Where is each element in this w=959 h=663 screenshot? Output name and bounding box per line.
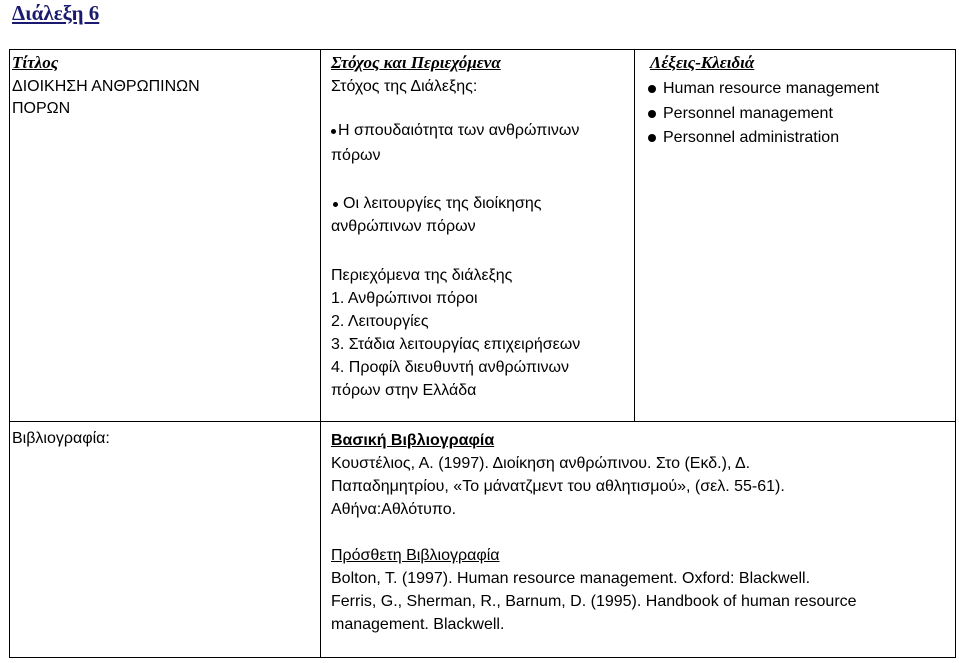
keyword-2: Personnel management xyxy=(663,105,833,122)
column-divider-right xyxy=(634,49,635,421)
extra-bibliography-line-3: management. Blackwell. xyxy=(331,616,505,633)
extra-bibliography-line-1: Bolton, T. (1997). Human resource management. Oxford: Blackwell. xyxy=(331,570,811,587)
contents-item-4: 4. Προφίλ διευθυντή ανθρώπινων xyxy=(331,359,569,376)
goal-bullet-2-line-2: ανθρώπινων πόρων xyxy=(331,218,476,235)
keyword-3: Personnel administration xyxy=(663,129,840,146)
header-goal-contents: Στόχος και Περιεχόμενα xyxy=(331,53,501,72)
lecture-title-line-2: ΠΟΡΩΝ xyxy=(12,100,71,117)
keyword-1-bullet xyxy=(648,85,656,93)
extra-bibliography-line-2: Ferris, G., Sherman, R., Barnum, D. (1995). Handbook of human resource xyxy=(331,593,857,610)
basic-bibliography-line-3: Αθήνα:Αθλότυπο. xyxy=(331,501,457,518)
contents-item-2: 2. Λειτουργίες xyxy=(331,313,429,330)
contents-label: Περιεχόμενα της διάλεξης xyxy=(331,267,513,284)
contents-item-4-cont: πόρων στην Ελλάδα xyxy=(331,382,477,399)
goal-bullet-2-marker xyxy=(333,202,338,207)
header-title: Τίτλος xyxy=(12,53,59,72)
keyword-3-bullet xyxy=(648,134,656,142)
contents-item-3: 3. Στάδια λειτουργίας επιχειρήσεων xyxy=(331,336,581,353)
goal-bullet-1-line-1: Η σπουδαιότητα των ανθρώπινων xyxy=(338,122,580,139)
keyword-1: Human resource management xyxy=(663,80,880,97)
page-title: Διάλεξη 6 xyxy=(12,1,100,25)
goal-label: Στόχος της Διάλεξης: xyxy=(331,78,478,95)
contents-item-1: 1. Ανθρώπινοι πόροι xyxy=(331,290,478,307)
keyword-2-bullet xyxy=(648,110,656,118)
basic-bibliography-line-2: Παπαδημητρίου, «Το μάνατζμεντ του αθλητισμού», (σελ. 55-61). xyxy=(331,478,785,495)
basic-bibliography-line-1: Κουστέλιος, Α. (1997). Διοίκηση ανθρώπινου. Στο (Εκδ.), Δ. xyxy=(331,455,751,472)
goal-bullet-1-line-2: πόρων xyxy=(331,147,381,164)
row-divider xyxy=(9,421,956,422)
bibliography-label: Βιβλιογραφία: xyxy=(12,430,110,447)
header-keywords: Λέξεις-Κλειδιά xyxy=(650,53,755,72)
goal-bullet-1-marker xyxy=(331,129,336,134)
extra-bibliography-title: Πρόσθετη Βιβλιογραφία xyxy=(331,547,500,564)
column-divider-left xyxy=(320,49,321,658)
basic-bibliography-title: Βασική Βιβλιογραφία xyxy=(331,432,495,449)
lecture-title-line-1: ΔΙΟΙΚΗΣΗ ΑΝΘΡΩΠΙΝΩΝ xyxy=(12,78,200,95)
goal-bullet-2-line-1: Οι λειτουργίες της διοίκησης xyxy=(343,195,542,212)
